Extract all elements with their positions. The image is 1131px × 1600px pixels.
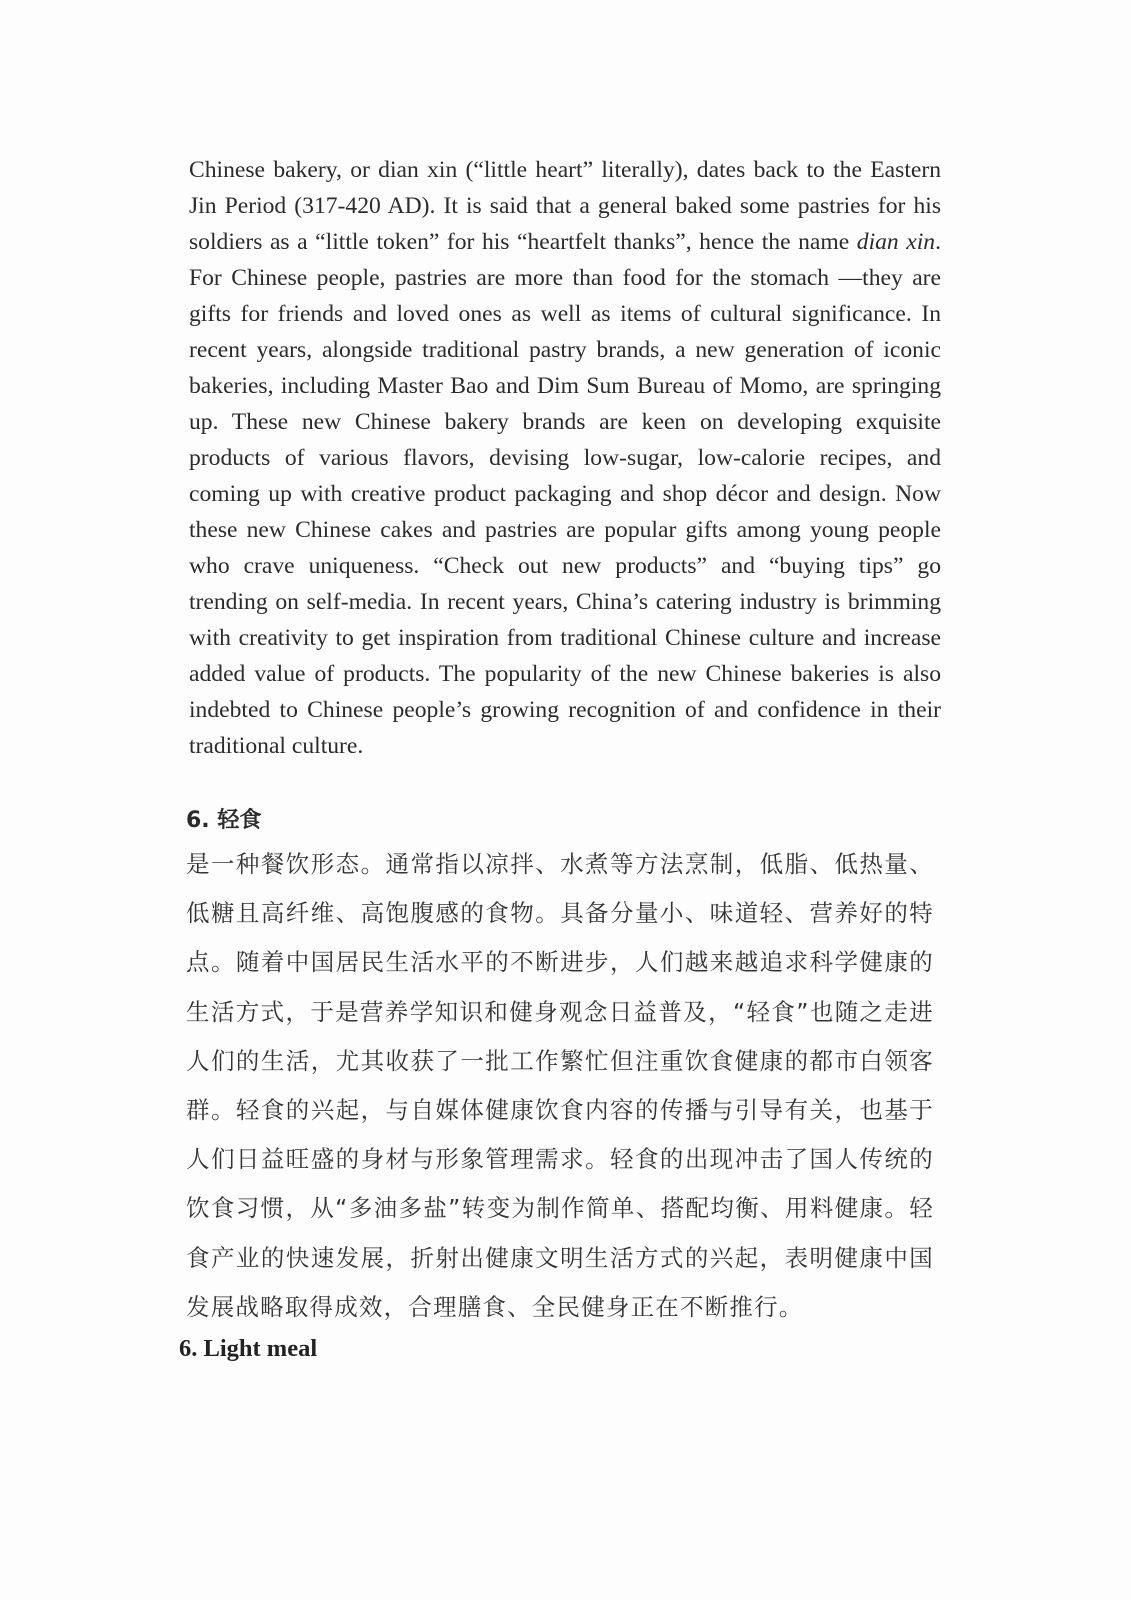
light-meal-heading-cn: 6. 轻食 (186, 808, 262, 833)
light-meal-heading-en: 6. Light meal (179, 1335, 318, 1362)
light-meal-paragraph-cn: 是一种餐饮形态。通常指以凉拌、水煮等方法烹制，低脂、低热量、低糖且高纤维、高饱腹感的食物。具备分量小、味道轻、营养好的特点。随着中国居民生活水平的不断进步，人们越来越追求科学健康的生活方式，于是营养学知识和健身观念日益普及，“轻食”也随之走进人们的生活，尤其收获了一批工作繁忙但注重饮食健康的都市白领客群。轻食的兴起，与自媒体健康饮食内容的传播与引导有关，也基于人们日益旺盛的身材与形象管理需求。轻食的出现冲击了国人传统的饮食习惯，从“多油多盐”转变为制作简单、搭配均衡、用料健康。轻食产业的快速发展，折射出健康文明生活方式的兴起，表明健康中国发展战略取得成效，合理膳食、全民健身正在不断推行。 (186, 850, 934, 1321)
bakery-paragraph (189, 152, 941, 764)
dian-xin-term: dian xin (856, 229, 936, 255)
bakery-paragraph-part2: . For Chinese people, pastries are more than food for the stomach —they are gifts for friends and loved ones as well as items of cultural significance. In recent years, alongside traditional pastry brands, a new generation of iconic bakeries, including Master Bao and Dim Sum Bureau of Momo, are springing up. These new Chinese bakery brands are keen on developing exquisite products of various flavors, devising low-sugar, low-calorie recipes, and coming up with creative product packaging and shop décor and design. Now these new Chinese cakes and pastries are popular gifts among young people who crave uniqueness. “Check out new products” and “buying tips” go trending on self-media. In recent years, China’s catering industry is brimming with creativity to get inspiration from traditional Chinese culture and increase added value of products. The popularity of the new Chinese bakeries is also indebted to Chinese people’s growing recognition of and confidence in their traditional culture. (189, 229, 941, 759)
bakery-paragraph-part1: Chinese bakery, or dian xin (“little heart” literally), dates back to the Eastern Jin Period (317-420 AD). It is said that a general baked some pastries for his soldiers as a “little token” for his “heartfelt thanks”, hence the name (189, 157, 941, 255)
